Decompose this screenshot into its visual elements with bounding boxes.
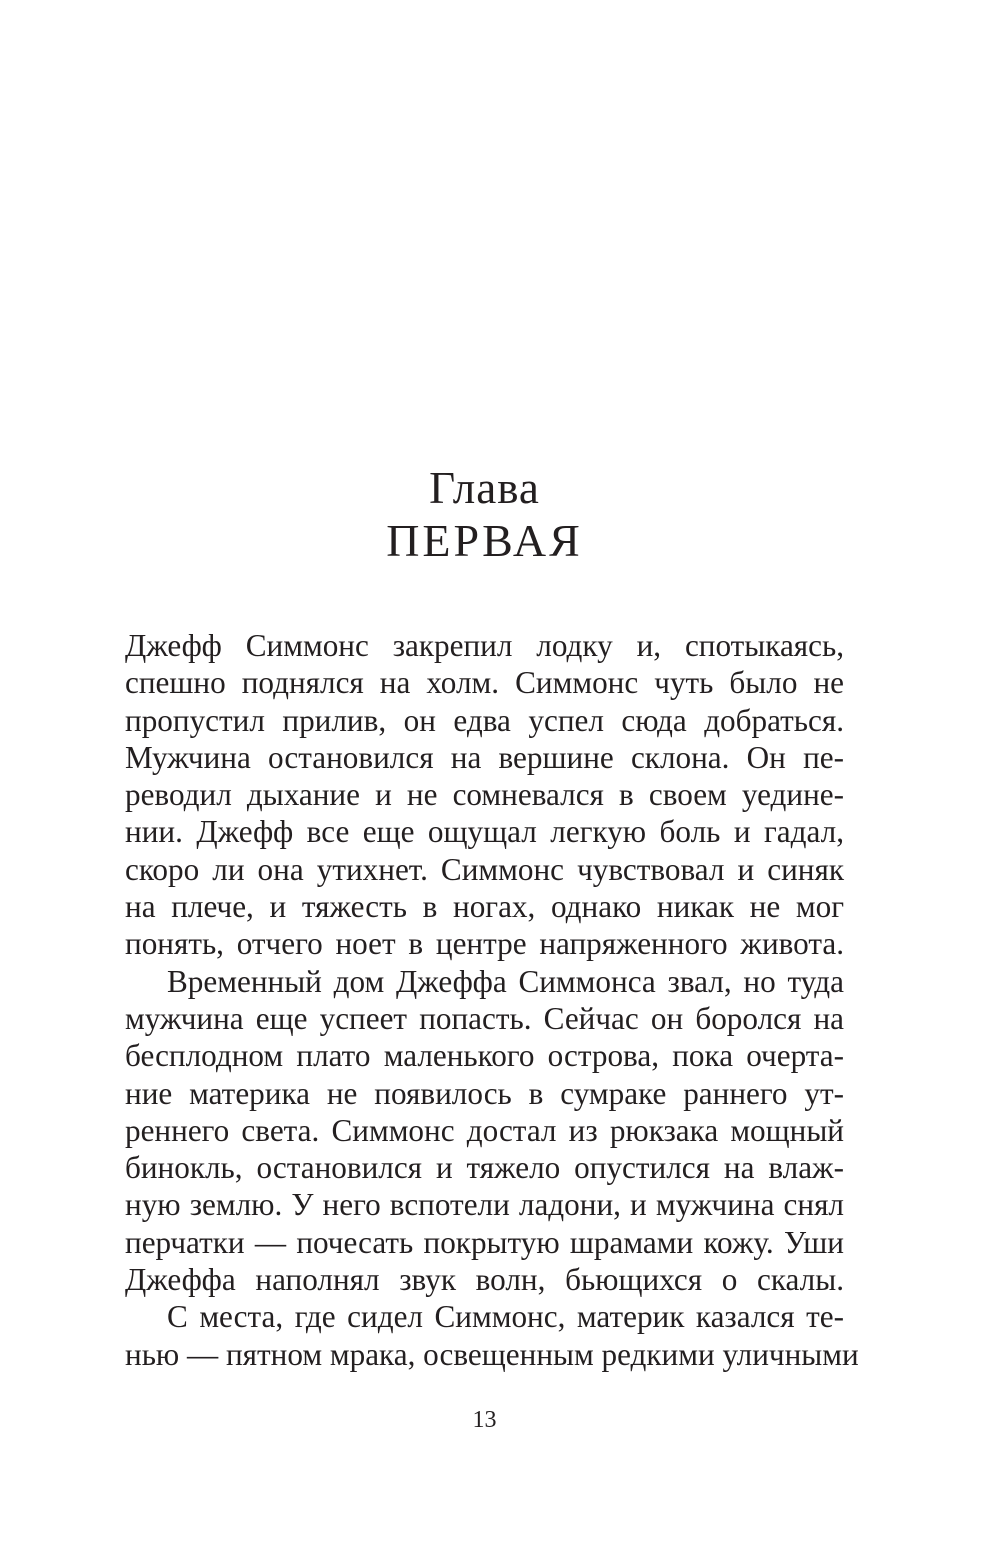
- paragraph: [125, 627, 844, 963]
- text-line: С места, где сидел Симмонс, материк казался те-: [167, 1299, 844, 1335]
- chapter-title: ПЕРВАЯ: [386, 515, 583, 566]
- text-line: спешно поднялся на холм. Симмонс чуть было не: [125, 665, 844, 701]
- text-line: Мужчина остановился на вершине склона. Он пе-: [125, 739, 844, 775]
- text-line: пропустил прилив, он едва успел сюда добраться.: [125, 702, 844, 738]
- text-line: Джефф Симмонс закрепил лодку и, спотыкаясь,: [125, 628, 844, 663]
- text-line: нии. Джефф все еще ощущал легкую боль и гадал,: [125, 814, 844, 850]
- text-line: Временный дом Джеффа Симмонса звал, но туда: [167, 963, 844, 999]
- text-line: реводил дыхание и не сомневался в своем уедине-: [125, 777, 844, 813]
- text-line: понять, отчего ноет в центре напряженного живота.: [125, 926, 844, 962]
- text-line: ную землю. У него вспотели ладони, и мужчина снял: [125, 1187, 844, 1223]
- paragraph: [125, 963, 844, 1299]
- text-line: реннего света. Симмонс достал из рюкзака мощный: [125, 1112, 844, 1148]
- text-line: на плече, и тяжесть в ногах, однако никак не мог: [125, 889, 844, 925]
- paragraph: [125, 1298, 859, 1373]
- text-line: нью — пятном мрака, освещенным редкими уличными: [125, 1336, 859, 1372]
- chapter-label: Глава: [429, 463, 540, 513]
- text-line: скоро ли она утихнет. Симмонс чувствовал и синяк: [125, 851, 844, 887]
- text-line: ние материка не появилось в сумраке раннего ут-: [125, 1075, 844, 1111]
- page-number: 13: [472, 1407, 497, 1433]
- text-line: Джеффа наполнял звук волн, бьющихся о скалы.: [125, 1262, 844, 1298]
- text-line: бинокль, остановился и тяжело опустился на влаж-: [125, 1150, 844, 1186]
- text-line: бесплодном плато маленького острова, пока очерта-: [125, 1038, 844, 1074]
- text-line: перчатки — почесать покрытую шрамами кожу. Уши: [125, 1224, 844, 1260]
- body-text: [125, 627, 859, 1373]
- text-line: мужчина еще успеет попасть. Сейчас он боролся на: [125, 1000, 844, 1036]
